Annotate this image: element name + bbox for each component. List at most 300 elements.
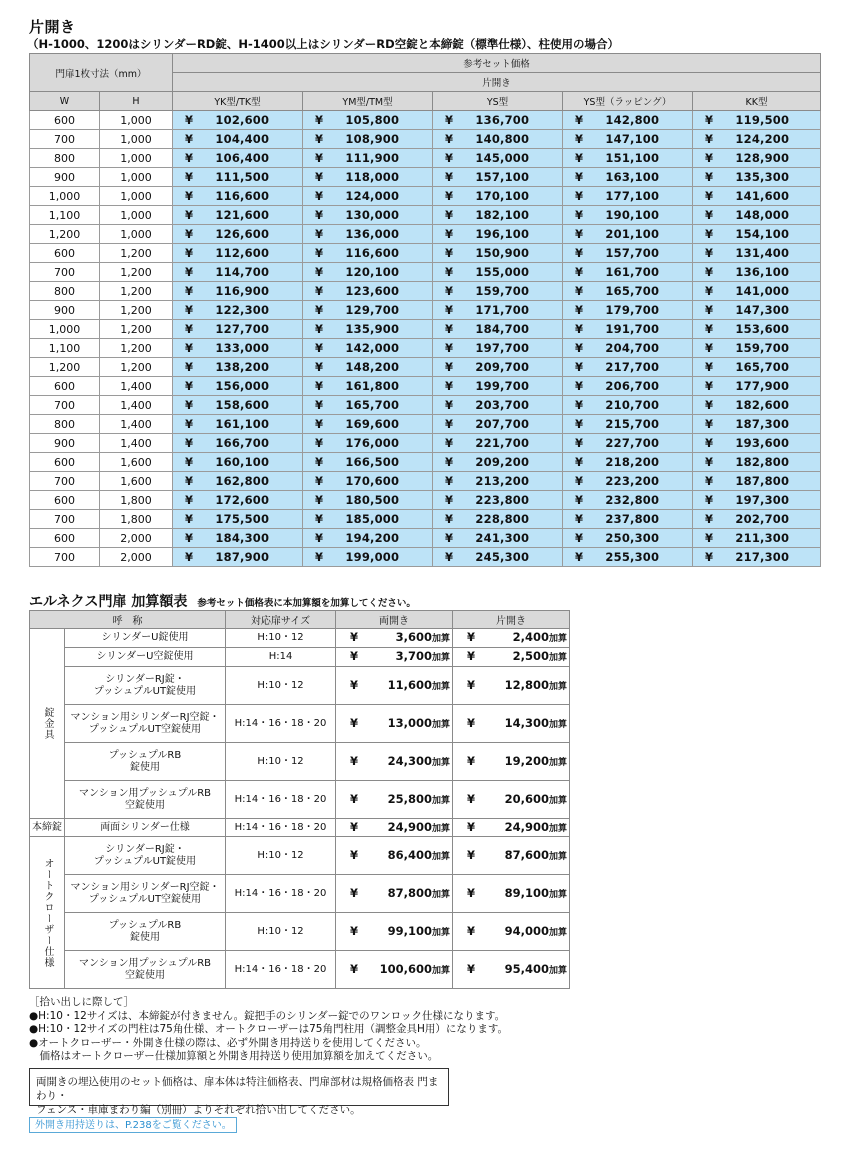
cell-width: 700 bbox=[30, 263, 100, 282]
cell-price bbox=[563, 225, 693, 244]
header-w: W bbox=[30, 92, 100, 111]
yen-sign: ¥ bbox=[705, 170, 714, 184]
name-line: プッシュプルRB bbox=[108, 749, 182, 761]
yen-sign: ¥ bbox=[445, 132, 454, 146]
cell-price bbox=[563, 415, 693, 434]
yen-sign: ¥ bbox=[315, 512, 324, 526]
yen-sign: ¥ bbox=[467, 715, 476, 730]
cell-size: H:14・16・18・20 bbox=[226, 875, 336, 913]
header-type: YS型（ラッピング） bbox=[563, 92, 693, 111]
name-line: プッシュプルUT空錠使用 bbox=[88, 723, 202, 735]
price-value: 202,700 bbox=[735, 512, 790, 526]
price-value: 122,300 bbox=[215, 303, 270, 317]
cell-price bbox=[433, 187, 563, 206]
price-value: 165,700 bbox=[735, 360, 790, 374]
amount-value: 12,800 bbox=[504, 677, 550, 692]
cell-single-amount bbox=[453, 819, 570, 837]
header-type: YM型/TM型 bbox=[303, 92, 433, 111]
price-value: 145,000 bbox=[475, 151, 530, 165]
yen-sign: ¥ bbox=[467, 791, 476, 806]
cell-price bbox=[173, 510, 303, 529]
price-value: 147,100 bbox=[605, 132, 660, 146]
price-value: 179,700 bbox=[605, 303, 660, 317]
price-value: 147,300 bbox=[735, 303, 790, 317]
yen-sign: ¥ bbox=[445, 322, 454, 336]
price-value: 142,800 bbox=[605, 113, 660, 127]
amount-value: 13,000 bbox=[387, 715, 433, 730]
cell-size: H:10・12 bbox=[226, 629, 336, 648]
yen-sign: ¥ bbox=[315, 493, 324, 507]
table-row bbox=[30, 510, 821, 529]
cell-size: H:14・16・18・20 bbox=[226, 781, 336, 819]
yen-sign: ¥ bbox=[445, 189, 454, 203]
header-double: 両開き bbox=[336, 611, 453, 629]
price-value: 218,200 bbox=[605, 455, 660, 469]
yen-sign: ¥ bbox=[575, 322, 584, 336]
yen-sign: ¥ bbox=[705, 455, 714, 469]
cell-price bbox=[173, 472, 303, 491]
price-value: 190,100 bbox=[605, 208, 660, 222]
yen-sign: ¥ bbox=[575, 436, 584, 450]
cell-price bbox=[173, 263, 303, 282]
cell-double-amount bbox=[336, 837, 453, 875]
cell-price bbox=[173, 111, 303, 130]
table-row bbox=[30, 667, 570, 705]
table-row bbox=[30, 648, 570, 667]
cell-price bbox=[563, 396, 693, 415]
cell-price bbox=[173, 377, 303, 396]
price-value: 130,000 bbox=[345, 208, 400, 222]
cell-height: 1,200 bbox=[100, 320, 173, 339]
amount-suffix: 加算 bbox=[549, 634, 568, 644]
cell-price bbox=[303, 339, 433, 358]
cell-name bbox=[65, 781, 226, 819]
price-value: 161,700 bbox=[605, 265, 660, 279]
cell-price bbox=[173, 415, 303, 434]
yen-sign: ¥ bbox=[705, 360, 714, 374]
cell-height: 1,600 bbox=[100, 453, 173, 472]
yen-sign: ¥ bbox=[445, 417, 454, 431]
cell-height: 1,000 bbox=[100, 168, 173, 187]
header-single-open: 片開き bbox=[173, 73, 821, 92]
cell-price bbox=[303, 472, 433, 491]
yen-sign: ¥ bbox=[445, 550, 454, 564]
amount-value: 24,900 bbox=[387, 819, 433, 834]
yen-sign: ¥ bbox=[350, 961, 359, 976]
cell-price bbox=[303, 168, 433, 187]
price-value: 124,000 bbox=[345, 189, 400, 203]
info-box-line: フェンス・車庫まわり編（別冊）よりそれぞれ拾い出してください。 bbox=[36, 1104, 361, 1116]
price-value: 182,600 bbox=[735, 398, 790, 412]
cell-width: 700 bbox=[30, 548, 100, 567]
amount-value: 94,000 bbox=[504, 923, 550, 938]
cell-price bbox=[433, 377, 563, 396]
name-line: 両面シリンダー仕様 bbox=[100, 821, 190, 833]
price-value: 217,700 bbox=[605, 360, 660, 374]
amount-value: 24,900 bbox=[504, 819, 550, 834]
yen-sign: ¥ bbox=[705, 227, 714, 241]
yen-sign: ¥ bbox=[315, 113, 324, 127]
price-value: 170,600 bbox=[345, 474, 400, 488]
cell-name bbox=[65, 875, 226, 913]
cell-height: 1,200 bbox=[100, 282, 173, 301]
yen-sign: ¥ bbox=[185, 113, 194, 127]
cell-name bbox=[65, 743, 226, 781]
yen-sign: ¥ bbox=[575, 512, 584, 526]
cell-price bbox=[563, 130, 693, 149]
cell-price bbox=[563, 149, 693, 168]
price-value: 204,700 bbox=[605, 341, 660, 355]
yen-sign: ¥ bbox=[350, 847, 359, 862]
yen-sign: ¥ bbox=[705, 322, 714, 336]
page-subtitle: （H-1000、1200はシリンダーRD錠、H-1400以上はシリンダーRD空錠と本締錠（標準仕様）、柱使用の場合） bbox=[27, 37, 619, 51]
cell-price bbox=[303, 206, 433, 225]
price-value: 119,500 bbox=[735, 113, 790, 127]
yen-sign: ¥ bbox=[467, 847, 476, 862]
header-size: 対応扉サイズ bbox=[226, 611, 336, 629]
cell-price bbox=[303, 415, 433, 434]
cell-price bbox=[693, 206, 821, 225]
cell-double-amount bbox=[336, 705, 453, 743]
yen-sign: ¥ bbox=[467, 923, 476, 938]
table-row bbox=[30, 529, 821, 548]
yen-sign: ¥ bbox=[575, 246, 584, 260]
yen-sign: ¥ bbox=[575, 151, 584, 165]
name-line: マンション用シリンダーRJ空錠・ bbox=[70, 711, 220, 723]
table-row bbox=[30, 244, 821, 263]
yen-sign: ¥ bbox=[575, 170, 584, 184]
yen-sign: ¥ bbox=[185, 151, 194, 165]
cell-price bbox=[693, 282, 821, 301]
cell-price bbox=[433, 168, 563, 187]
yen-sign: ¥ bbox=[315, 455, 324, 469]
cell-height: 1,400 bbox=[100, 415, 173, 434]
yen-sign: ¥ bbox=[185, 303, 194, 317]
yen-sign: ¥ bbox=[315, 341, 324, 355]
cell-price bbox=[173, 225, 303, 244]
price-value: 131,400 bbox=[735, 246, 790, 260]
price-value: 228,800 bbox=[475, 512, 530, 526]
yen-sign: ¥ bbox=[185, 379, 194, 393]
cell-width: 1,200 bbox=[30, 358, 100, 377]
cell-price bbox=[433, 111, 563, 130]
amount-suffix: 加算 bbox=[549, 719, 568, 730]
cell-price bbox=[433, 491, 563, 510]
yen-sign: ¥ bbox=[575, 531, 584, 545]
cell-single-amount bbox=[453, 629, 570, 648]
price-value: 120,100 bbox=[345, 265, 400, 279]
price-value: 161,100 bbox=[215, 417, 270, 431]
cell-price bbox=[173, 339, 303, 358]
cell-single-amount bbox=[453, 705, 570, 743]
cell-size: H:14 bbox=[226, 648, 336, 667]
cell-price bbox=[693, 415, 821, 434]
cell-price bbox=[563, 548, 693, 567]
yen-sign: ¥ bbox=[575, 398, 584, 412]
cell-width: 1,200 bbox=[30, 225, 100, 244]
name-line: プッシュプルUT錠使用 bbox=[93, 685, 197, 697]
amount-value: 25,800 bbox=[387, 791, 433, 806]
table-row bbox=[30, 396, 821, 415]
amount-suffix: 加算 bbox=[432, 851, 451, 862]
price-value: 177,100 bbox=[605, 189, 660, 203]
cell-price bbox=[433, 453, 563, 472]
cell-price bbox=[563, 358, 693, 377]
cell-price bbox=[563, 244, 693, 263]
cell-price bbox=[173, 168, 303, 187]
cell-price bbox=[303, 529, 433, 548]
amount-value: 19,200 bbox=[504, 753, 550, 768]
price-value: 123,600 bbox=[345, 284, 400, 298]
price-value: 148,000 bbox=[735, 208, 790, 222]
header-type: KK型 bbox=[693, 92, 821, 111]
cell-width: 600 bbox=[30, 377, 100, 396]
cell-price bbox=[303, 377, 433, 396]
yen-sign: ¥ bbox=[185, 341, 194, 355]
cell-price bbox=[693, 149, 821, 168]
cell-name bbox=[65, 819, 226, 837]
cell-price bbox=[563, 320, 693, 339]
price-value: 166,500 bbox=[345, 455, 400, 469]
header-type: YS型 bbox=[433, 92, 563, 111]
amount-value: 2,500 bbox=[512, 649, 550, 663]
cell-width: 600 bbox=[30, 529, 100, 548]
price-value: 184,700 bbox=[475, 322, 530, 336]
yen-sign: ¥ bbox=[350, 753, 359, 768]
cell-price bbox=[563, 111, 693, 130]
price-value: 116,600 bbox=[215, 189, 270, 203]
price-value: 221,700 bbox=[475, 436, 530, 450]
table-row bbox=[30, 263, 821, 282]
cell-price bbox=[303, 548, 433, 567]
table-row bbox=[30, 301, 821, 320]
price-value: 150,900 bbox=[475, 246, 530, 260]
cell-price bbox=[563, 187, 693, 206]
price-value: 129,700 bbox=[345, 303, 400, 317]
note-line: ●オートクローザー・外開き仕様の際は、必ず外開き用持送りを使用してください。 bbox=[29, 1036, 427, 1049]
cell-price bbox=[693, 111, 821, 130]
yen-sign: ¥ bbox=[185, 132, 194, 146]
yen-sign: ¥ bbox=[185, 474, 194, 488]
name-line: マンション用プッシュプルRB bbox=[78, 787, 212, 799]
cell-price bbox=[693, 548, 821, 567]
cell-price bbox=[563, 434, 693, 453]
yen-sign: ¥ bbox=[445, 246, 454, 260]
table-row bbox=[30, 320, 821, 339]
yen-sign: ¥ bbox=[185, 265, 194, 279]
yen-sign: ¥ bbox=[315, 246, 324, 260]
table-row bbox=[30, 629, 570, 648]
yen-sign: ¥ bbox=[705, 531, 714, 545]
price-value: 156,000 bbox=[215, 379, 270, 393]
cell-price bbox=[433, 396, 563, 415]
yen-sign: ¥ bbox=[705, 341, 714, 355]
cell-price bbox=[433, 510, 563, 529]
yen-sign: ¥ bbox=[315, 208, 324, 222]
yen-sign: ¥ bbox=[575, 189, 584, 203]
yen-sign: ¥ bbox=[315, 531, 324, 545]
info-box bbox=[29, 1068, 449, 1116]
amount-value: 100,600 bbox=[379, 961, 433, 976]
yen-sign: ¥ bbox=[445, 379, 454, 393]
cell-price bbox=[563, 168, 693, 187]
price-value: 166,700 bbox=[215, 436, 270, 450]
note-line: ●H:10・12サイズは、本締錠が付きません。錠把手のシリンダー錠でのワンロック仕様になります。 bbox=[29, 1009, 506, 1022]
cell-price bbox=[173, 130, 303, 149]
cell-price bbox=[303, 111, 433, 130]
price-value: 185,000 bbox=[345, 512, 400, 526]
cell-height: 1,000 bbox=[100, 130, 173, 149]
cell-height: 1,800 bbox=[100, 510, 173, 529]
cell-price bbox=[303, 282, 433, 301]
cell-price bbox=[433, 320, 563, 339]
table-row bbox=[30, 453, 821, 472]
cell-price bbox=[173, 396, 303, 415]
note-line: ●H:10・12サイズの門柱は75角仕様、オートクローザーは75角門柱用（調整金具H用）になります。 bbox=[29, 1023, 509, 1035]
amount-suffix: 加算 bbox=[549, 681, 568, 692]
yen-sign: ¥ bbox=[575, 493, 584, 507]
cell-height: 1,000 bbox=[100, 187, 173, 206]
price-value: 180,500 bbox=[345, 493, 400, 507]
cell-height: 1,200 bbox=[100, 358, 173, 377]
reference-link[interactable]: 外開き用持送りは、P.238をご覧ください。 bbox=[29, 1117, 237, 1133]
name-line: シリンダーU空錠使用 bbox=[96, 651, 194, 662]
cell-price bbox=[693, 358, 821, 377]
cell-price bbox=[173, 282, 303, 301]
price-value: 157,100 bbox=[475, 170, 530, 184]
cell-price bbox=[563, 301, 693, 320]
cell-price bbox=[693, 472, 821, 491]
amount-suffix: 加算 bbox=[549, 653, 568, 663]
name-line: プッシュプルRB bbox=[108, 919, 182, 931]
amount-suffix: 加算 bbox=[432, 889, 451, 900]
cell-price bbox=[693, 434, 821, 453]
price-value: 124,200 bbox=[735, 132, 790, 146]
yen-sign: ¥ bbox=[445, 512, 454, 526]
cell-price bbox=[303, 510, 433, 529]
price-value: 171,700 bbox=[475, 303, 530, 317]
yen-sign: ¥ bbox=[575, 417, 584, 431]
cell-single-amount bbox=[453, 648, 570, 667]
price-value: 111,900 bbox=[345, 151, 400, 165]
price-value: 154,100 bbox=[735, 227, 790, 241]
cell-width: 900 bbox=[30, 168, 100, 187]
amount-value: 3,700 bbox=[395, 649, 433, 663]
yen-sign: ¥ bbox=[575, 474, 584, 488]
price-table bbox=[29, 53, 821, 567]
cell-price bbox=[433, 206, 563, 225]
cell-width: 1,000 bbox=[30, 187, 100, 206]
cell-price bbox=[433, 282, 563, 301]
cell-double-amount bbox=[336, 648, 453, 667]
table-row bbox=[30, 781, 570, 819]
amount-suffix: 加算 bbox=[432, 681, 451, 692]
cell-height: 1,200 bbox=[100, 244, 173, 263]
yen-sign: ¥ bbox=[185, 531, 194, 545]
price-value: 121,600 bbox=[215, 208, 270, 222]
notes-heading: ［拾い出しに際して］ bbox=[29, 996, 134, 1008]
cell-price bbox=[173, 358, 303, 377]
cell-price bbox=[173, 453, 303, 472]
amount-suffix: 加算 bbox=[549, 851, 568, 862]
yen-sign: ¥ bbox=[445, 303, 454, 317]
yen-sign: ¥ bbox=[185, 284, 194, 298]
yen-sign: ¥ bbox=[315, 303, 324, 317]
price-value: 211,300 bbox=[735, 531, 790, 545]
cell-price bbox=[693, 377, 821, 396]
price-value: 114,700 bbox=[215, 265, 270, 279]
yen-sign: ¥ bbox=[315, 417, 324, 431]
table-row bbox=[30, 339, 821, 358]
table-row bbox=[30, 149, 821, 168]
cell-price bbox=[303, 453, 433, 472]
cell-size: H:10・12 bbox=[226, 837, 336, 875]
price-value: 127,700 bbox=[215, 322, 270, 336]
yen-sign: ¥ bbox=[315, 170, 324, 184]
cell-name bbox=[65, 648, 226, 667]
addition-note: 参考セット価格表に本加算額を加算してください。 bbox=[197, 598, 416, 609]
price-value: 160,100 bbox=[215, 455, 270, 469]
cell-double-amount bbox=[336, 913, 453, 951]
table-row bbox=[30, 130, 821, 149]
cell-height: 1,800 bbox=[100, 491, 173, 510]
cell-name bbox=[65, 913, 226, 951]
amount-suffix: 加算 bbox=[549, 757, 568, 768]
price-value: 175,500 bbox=[215, 512, 270, 526]
name-line: マンション用シリンダーRJ空錠・ bbox=[70, 881, 220, 893]
amount-value: 11,600 bbox=[387, 677, 433, 692]
name-line: 錠使用 bbox=[130, 761, 160, 773]
cell-height: 1,400 bbox=[100, 396, 173, 415]
cell-price bbox=[173, 206, 303, 225]
amount-value: 87,800 bbox=[387, 885, 433, 900]
yen-sign: ¥ bbox=[705, 246, 714, 260]
cell-height: 1,000 bbox=[100, 206, 173, 225]
cell-size: H:10・12 bbox=[226, 913, 336, 951]
table-row bbox=[30, 168, 821, 187]
header-door-size: 門扉1枚寸法（mm） bbox=[30, 54, 173, 92]
cell-price bbox=[433, 244, 563, 263]
cell-double-amount bbox=[336, 743, 453, 781]
cell-width: 900 bbox=[30, 301, 100, 320]
cell-price bbox=[303, 358, 433, 377]
price-value: 206,700 bbox=[605, 379, 660, 393]
yen-sign: ¥ bbox=[315, 436, 324, 450]
price-value: 165,700 bbox=[605, 284, 660, 298]
cell-price bbox=[303, 491, 433, 510]
price-value: 199,700 bbox=[475, 379, 530, 393]
cell-width: 700 bbox=[30, 472, 100, 491]
cell-price bbox=[433, 225, 563, 244]
price-value: 170,100 bbox=[475, 189, 530, 203]
price-value: 135,300 bbox=[735, 170, 790, 184]
price-value: 209,200 bbox=[475, 455, 530, 469]
notes bbox=[29, 996, 508, 1064]
price-value: 223,200 bbox=[605, 474, 660, 488]
yen-sign: ¥ bbox=[575, 113, 584, 127]
yen-sign: ¥ bbox=[705, 113, 714, 127]
yen-sign: ¥ bbox=[315, 360, 324, 374]
amount-suffix: 加算 bbox=[432, 757, 451, 768]
price-value: 187,800 bbox=[735, 474, 790, 488]
price-value: 151,100 bbox=[605, 151, 660, 165]
price-value: 106,400 bbox=[215, 151, 270, 165]
cell-double-amount bbox=[336, 951, 453, 989]
cell-size: H:14・16・18・20 bbox=[226, 951, 336, 989]
yen-sign: ¥ bbox=[315, 474, 324, 488]
price-value: 197,700 bbox=[475, 341, 530, 355]
cell-price bbox=[303, 225, 433, 244]
